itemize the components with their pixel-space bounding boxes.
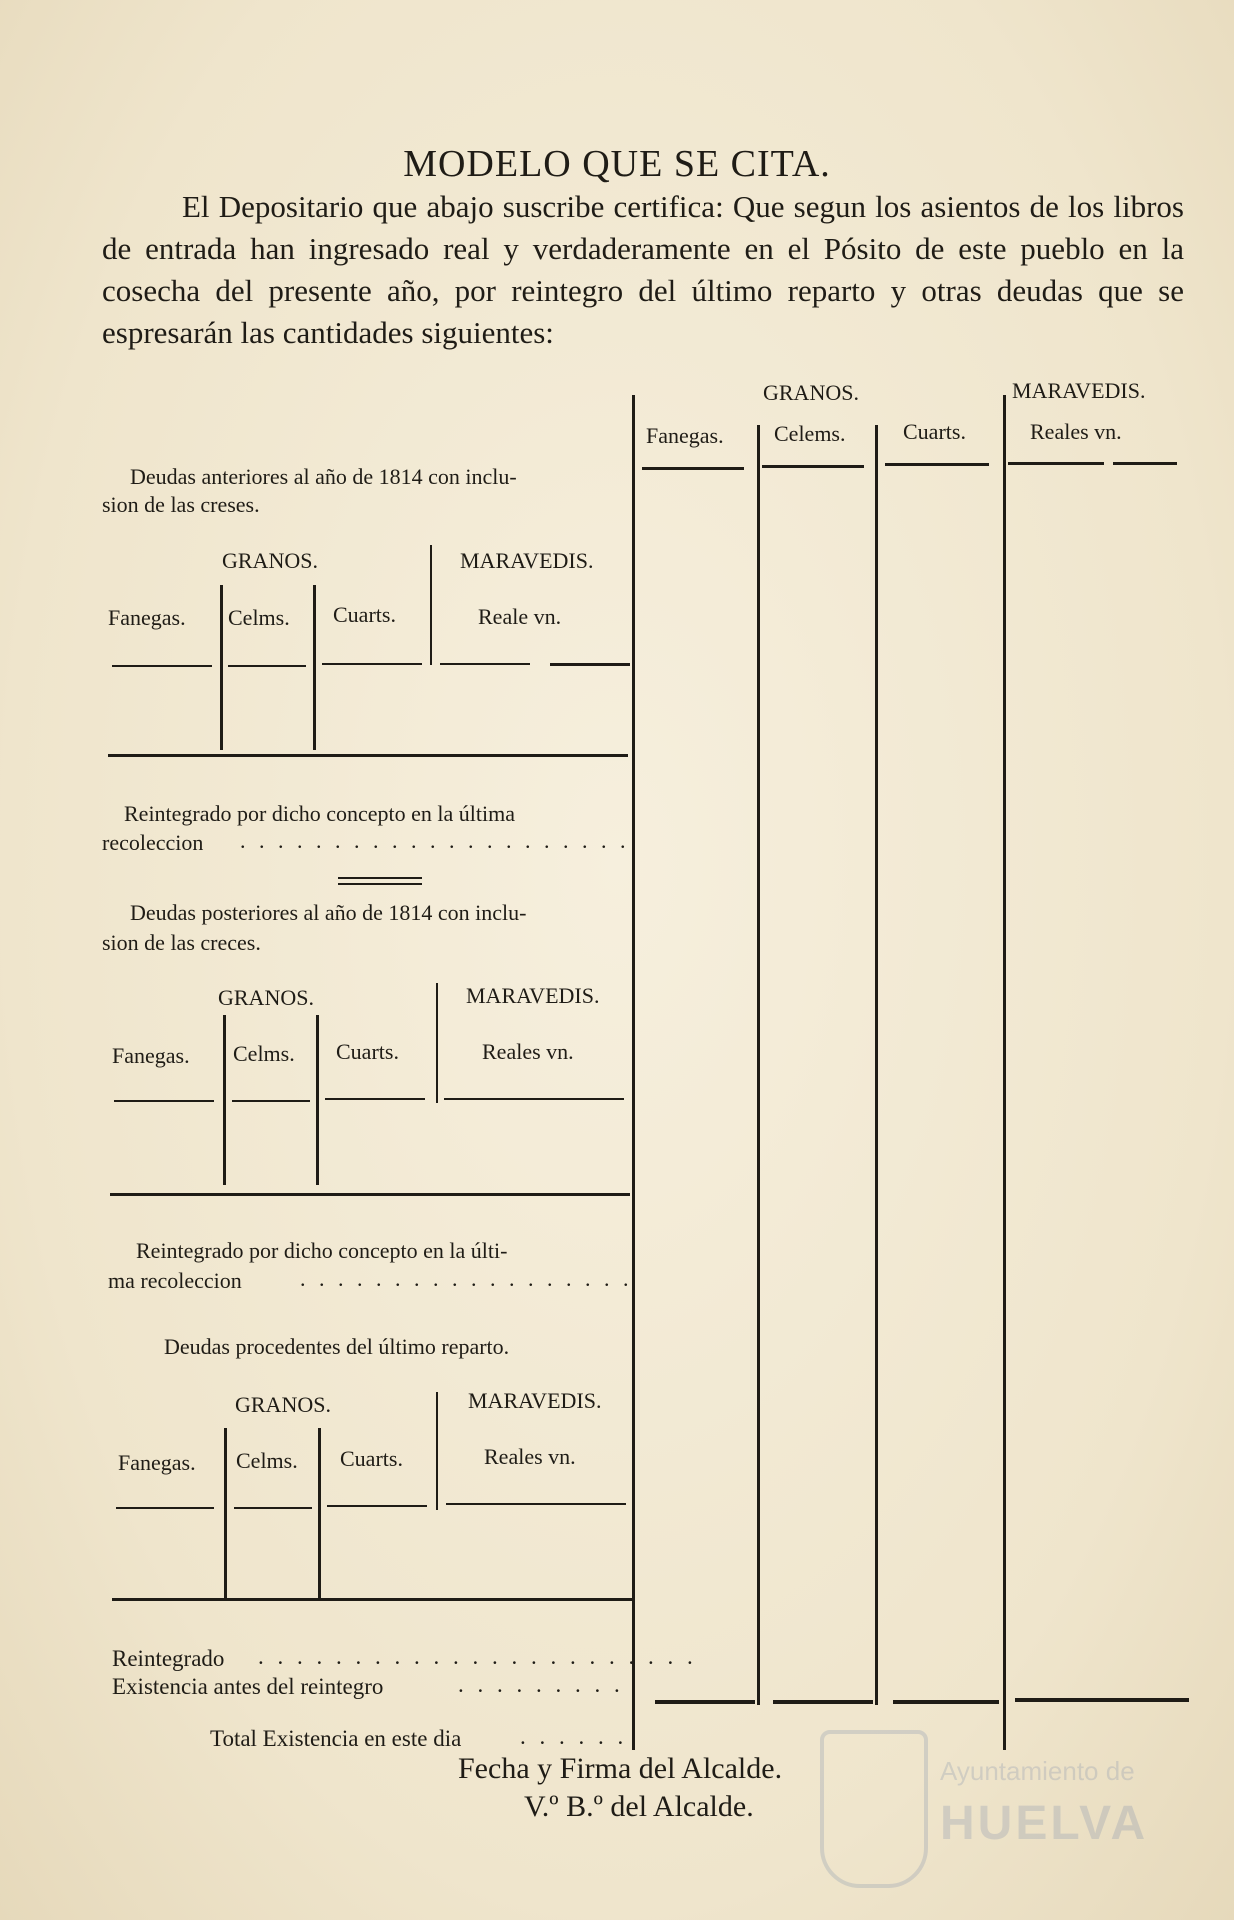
section3-label: Deudas procedentes del último reparto. (164, 1334, 510, 1359)
section1-divider (313, 585, 316, 750)
section2-granos-header: GRANOS. (218, 985, 314, 1010)
section2-underline (232, 1100, 310, 1102)
reintegro1-leader-dots: . . . . . . . . . . . . . . . . . . . . . (240, 828, 630, 853)
section1-maravedis-header: MARAVEDIS. (460, 548, 594, 573)
section1-underline (440, 663, 530, 665)
section1-divider (220, 585, 223, 750)
footer-visto-bueno: V.º B.º del Alcalde. (524, 1790, 754, 1823)
right-reales-header: Reales vn. (1030, 419, 1122, 444)
summary-existencia: Existencia antes del reintegro (112, 1674, 384, 1699)
section2-divider (436, 983, 438, 1103)
section1-total-line (108, 754, 628, 757)
reintegro1-label-cont: recoleccion (102, 830, 204, 855)
section3-cuarts-header: Cuarts. (340, 1446, 403, 1471)
right-maravedis-header: MARAVEDIS. (1012, 378, 1146, 403)
summary-leader-dots: . . . . . . . . . . . . . . . . . . . . . . . (258, 1644, 697, 1669)
section3-maravedis-header: MARAVEDIS. (468, 1388, 602, 1413)
section3-divider (436, 1392, 438, 1510)
coat-of-arms-icon (820, 1730, 928, 1888)
summary-leader-dots: . . . . . . . . . (458, 1672, 624, 1697)
section2-celems-header: Celms. (233, 1041, 295, 1066)
section3-divider (318, 1428, 321, 1600)
right-header-underline (885, 463, 989, 466)
section2-underline (114, 1100, 214, 1102)
double-rule (338, 883, 422, 885)
right-table-divider-1 (757, 425, 760, 1705)
right-table-divider-2 (875, 425, 878, 1705)
section3-underline (116, 1507, 214, 1509)
section2-maravedis-header: MARAVEDIS. (466, 983, 600, 1008)
section1-underline (550, 663, 630, 666)
section1-label-cont: sion de las creses. (102, 492, 260, 517)
watermark-line2: HUELVA (940, 1797, 1149, 1850)
section1-fanegas-header: Fanegas. (108, 605, 186, 630)
right-table-divider-maravedis (1003, 395, 1006, 1750)
section3-divider (224, 1428, 227, 1600)
summary-leader-dots: . . . . . . (520, 1724, 628, 1749)
section1-divider (430, 545, 432, 665)
watermark (820, 1730, 1160, 1900)
section1-underline (112, 665, 212, 667)
right-granos-header: GRANOS. (763, 380, 859, 405)
section2-underline (325, 1098, 425, 1100)
section3-underline (327, 1505, 427, 1507)
section2-label-cont: sion de las creces. (102, 930, 261, 955)
right-header-underline (642, 467, 744, 470)
section3-reales-header: Reales vn. (484, 1444, 576, 1469)
watermark-line1: Ayuntamiento de (940, 1756, 1135, 1786)
reintegro2-leader-dots: . . . . . . . . . . . . . . . . . . (300, 1266, 633, 1291)
section3-fanegas-header: Fanegas. (118, 1450, 196, 1475)
section1-underline (228, 665, 306, 667)
right-header-underline (1008, 462, 1104, 465)
intro-paragraph: El Depositario que abajo suscribe certifica: Que segun los asientos de los libros de entrada han ingresado real y verdaderamente en el Pósito de este pueblo en la cosecha del presente año, por reintegro del último reparto y otras deudas que se espresarán las cantidades siguientes: (102, 189, 1184, 350)
section1-granos-header: GRANOS. (222, 548, 318, 573)
section2-reales-header: Reales vn. (482, 1039, 574, 1064)
section3-total-line (112, 1598, 632, 1601)
section2-divider (223, 1015, 226, 1185)
section2-underline (444, 1098, 624, 1100)
right-cuarts-header: Cuarts. (903, 419, 966, 444)
section3-underline (234, 1507, 312, 1509)
reintegro1-label: Reintegrado por dicho concepto en la última (124, 801, 515, 826)
section2-divider (316, 1015, 319, 1185)
section1-cuarts-header: Cuarts. (333, 602, 396, 627)
right-total-line (893, 1700, 999, 1704)
right-celems-header: Celems. (774, 421, 846, 446)
section3-underline (446, 1503, 626, 1505)
section1-celems-header: Celms. (228, 605, 290, 630)
section1-reales-header: Reale vn. (478, 604, 562, 629)
reintegro2-label: Reintegrado por dicho concepto en la últi- (136, 1238, 508, 1263)
section3-celems-header: Celms. (236, 1448, 298, 1473)
page-title: MODELO QUE SE CITA. (403, 143, 831, 185)
right-total-line (1015, 1698, 1189, 1702)
section3-granos-header: GRANOS. (235, 1392, 331, 1417)
section2-total-line (110, 1193, 630, 1196)
right-table-left-border (632, 395, 635, 1750)
reintegro2-label-cont: ma recoleccion (108, 1268, 242, 1293)
section1-label: Deudas anteriores al año de 1814 con inclu- (130, 464, 517, 489)
section2-label: Deudas posteriores al año de 1814 con inclu- (130, 900, 527, 925)
right-fanegas-header: Fanegas. (646, 423, 724, 448)
section2-fanegas-header: Fanegas. (112, 1043, 190, 1068)
right-header-underline (1113, 462, 1177, 465)
summary-total-existencia: Total Existencia en este dia (210, 1726, 462, 1751)
summary-reintegrado: Reintegrado (112, 1646, 225, 1671)
double-rule (338, 877, 422, 879)
right-header-underline (762, 465, 864, 468)
section2-cuarts-header: Cuarts. (336, 1039, 399, 1064)
section1-underline (322, 663, 422, 665)
right-total-line (773, 1700, 873, 1704)
footer-fecha-firma: Fecha y Firma del Alcalde. (458, 1752, 783, 1785)
right-total-line (655, 1700, 755, 1704)
